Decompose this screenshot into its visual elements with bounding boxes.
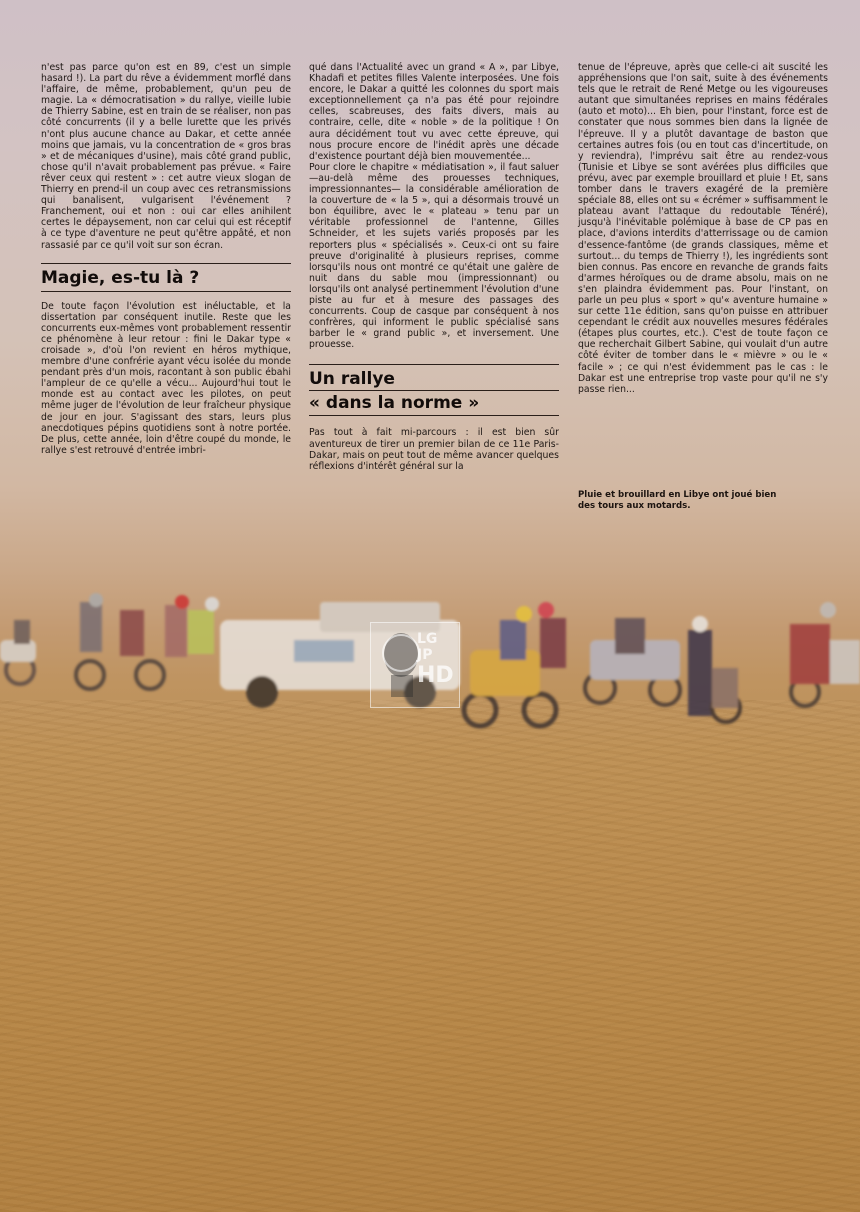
photo-caption: Pluie et brouillard en Libye ont joué bien des tours aux motards. bbox=[578, 490, 777, 511]
riders-group-right bbox=[585, 602, 860, 722]
heading-line-1: Un rallye bbox=[309, 364, 559, 390]
heading-line-2: « dans la norme » bbox=[309, 390, 559, 416]
paragraph: n'est pas parce qu'on est en 89, c'est un simple hasard !). La part du rêve a évidemment morflé dans l'affaire, de même, probablement, qu'un peu de magie. La « démocratisation » du rallye, vieille lubie de Thierry Sabine, est en train de se réaliser, non pas côté concurrents (il y a belle lurette que les privés n'ont plus aucune chance au Dakar, et cette année moins que jamais, vu la concentration de « gros bras » et de mécaniques d'usine), mais côté grand public, chose qu'il n'avait probablement pas prévue. « Faire rêver ceux qui restent » : cet autre vieux slogan de Thierry en prend-il un coup avec ces retransmissions qui banalisent, vulgarisent l'événement ? Franchement, oui et non : oui car elles anihilent certes le dépaysement, non car celui qui est réceptif à ce type d'aventure ne peut qu'être appâté, et non rassasié par ce qu'il voit sur son écran. bbox=[41, 62, 291, 251]
article-column-1 bbox=[41, 62, 291, 456]
watermark-line-3: HD bbox=[417, 663, 454, 688]
desert-ground bbox=[0, 700, 860, 1212]
riders-group-left bbox=[76, 593, 219, 689]
section-heading-magie: Magie, es-tu là ? bbox=[41, 263, 291, 292]
watermark-logo bbox=[370, 622, 460, 708]
article-column-2 bbox=[309, 62, 559, 472]
watermark-text bbox=[417, 631, 457, 689]
watermark-line-1: LG bbox=[417, 631, 438, 647]
paragraph: Pas tout à fait mi-parcours : il est bien sûr aventureux de tirer un premier bilan de ce 11e Paris-Dakar, mais on peut tout de même avancer quelques réflexions d'intérêt général sur la bbox=[309, 427, 559, 472]
paragraph: tenue de l'épreuve, après que celle-ci ait suscité les appréhensions que l'on sait, suite à des événements tels que le retrait de René Metge ou les vigoureuses autant que simultanées reprises en mains fédérales (auto et moto)... Eh bien, pour l'instant, force est de constater que nous sommes bien dans la lignée de l'épreuve. Il y a plutôt davantage de baston que certaines autres fois (ou en tout cas d'incertitude, on y reviendra), l'imprévu sait être au rendez-vous (Tunisie et Libye se sont avérées plus difficiles que prévu, avec par exemple brouillard et pluie ! Et, sans tomber dans le travers exagéré de la première spéciale 88, elles ont su « écrémer » suffisamment le plateau avant l'attaque du redoutable Ténéré), jusqu'à l'inévitable polémique à base de CP pas en place, d'avions interdits d'atterrissage ou de camion d'essence-fantôme (de grands classiques, même et surtout... du temps de Thierry !), les ingrédients sont bien connus. Pas encore en revanche de grands faits d'armes héroïques ou de drame absolu, mais on ne s'en plaindra évidemment pas. Pour l'instant, on parle un peu plus « sport » qu'« aventure humaine » sur cette 11e édition, sans qu'on puisse en attribuer cependant le crédit aux nouvelles mesures fédérales (étapes plus courtes, etc.). C'est de toute façon ce que recherchait Gilbert Sabine, qui voulait d'un autre côté éviter de tomber dans le « mièvre » ou le « facile » ; ce qui n'est évidemment pas le cas : le Dakar est une entreprise trop vaste pour qu'il ne s'y passe rien... bbox=[578, 62, 828, 395]
motorbike-left bbox=[0, 620, 36, 684]
section-heading-rallye bbox=[309, 362, 559, 418]
watermark-line-2: JP bbox=[417, 647, 433, 663]
paragraph: qué dans l'Actualité avec un grand « A », par Libye, Khadafi et petites filles Valente interposées. Une fois encore, le Dakar a quitté les colonnes du sport mais exceptionnellement ça n'a pas été pour rejoindre celles, scabreuses, des faits divers, mais au contraire, celle, dite « noble » de la politique ! On aura décidément tout vu avec cette épreuve, qui nous procure encore de l'inédit après une décade d'existence pourtant déjà bien mouvementée... bbox=[309, 62, 559, 162]
paragraph: De toute façon l'évolution est inéluctable, et la dissertation par conséquent inutile. Reste que les concurrents eux-mêmes vont probablement ressentir ce phénomène à leur retour : fini le Dakar type « croisade », d'où l'on revient en héros mythique, membre d'une confrérie ayant vécu isolée du monde pendant près d'un mois, racontant à son public ébahi l'ampleur de ce qu'elle a vécu... Aujourd'hui tout le monde est au contact avec les pilotes, on peut même juger de l'évolution de leur fraîcheur physique de jour en jour. S'agissant des stars, leurs plus anecdotiques pépins quotidiens sont à notre portée. De plus, cette année, loin d'être coupé du monde, le rallye s'est retrouvé d'entrée imbri- bbox=[41, 300, 291, 456]
article-column-3 bbox=[578, 62, 828, 395]
riders-group-center bbox=[464, 602, 566, 726]
paragraph: Pour clore le chapitre « médiatisation », il faut saluer —au-delà même des prouesses techniques, impressionnantes— la considérable amélioration de la couverture de « la 5 », qui a désormais trouvé un bon équilibre, avec le « plateau » tenu par un véritable professionnel de l'antenne, Gilles Schneider, et les sujets variés proposés par les reporters plus « spécialisés ». Ceux-ci ont su faire preuve d'originalité à plusieurs reprises, comme lorsqu'ils nous ont montré ce qu'était une galère de nuit dans du sable mou (impressionnant) ou lorsqu'ils ont analysé pertinemment l'évolution d'une piste au fur et à mesure des passages des concurrents. Coup de casque par conséquent à nos confrères, qui informent le public spécialisé sans barber le « grand public », et inversement. Une prouesse. bbox=[309, 161, 559, 351]
